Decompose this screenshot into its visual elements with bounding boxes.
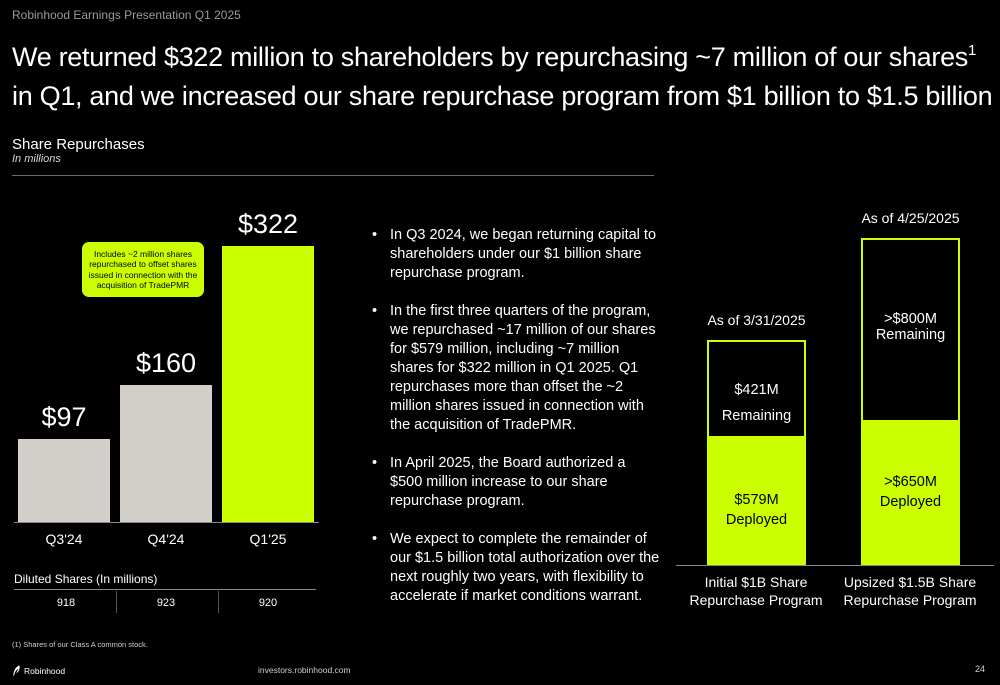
remaining-label [841, 311, 980, 343]
diluted-shares-rule [14, 589, 316, 590]
headline-part2: in Q1, and we increased our share repurchase program from $1 billion to $1.5 billion [12, 81, 993, 111]
footnote-marker: 1 [967, 42, 977, 59]
bullet-item: • We expect to complete the remainder of our $1.5 billion total authorization over the next roughly two years, with flexibility to accelerate if market conditions warrant. [372, 531, 660, 604]
x-tick-label: Q4'24 [147, 531, 185, 547]
repurchase-bar [18, 439, 110, 522]
feather-icon [12, 665, 21, 676]
diluted-shares-q3: 918 [56, 597, 76, 609]
remaining-label [687, 377, 826, 429]
remaining-amount: $421M [734, 382, 779, 399]
presentation-label: Robinhood Earnings Presentation Q1 2025 [12, 8, 241, 22]
bullet-item: • In the first three quarters of the program, we repurchased ~17 million of our shares for $579 million, including ~7 million shares for $322 million in Q1 2025. Q1 repurchases more than offset the ~2 million shares issued in connection with the acquisition of TradePMR. [372, 303, 656, 433]
bullet-item: • In Q3 2024, we began returning capital to shareholders under our $1 billion share repurchase program. [372, 227, 657, 281]
logo-text: Robinhood [24, 665, 66, 676]
section-divider [12, 175, 654, 176]
deployed-amount: $579M [734, 491, 779, 508]
as-of-date-label: As of 3/31/2025 [707, 311, 806, 328]
investor-url: investors.robinhood.com [258, 665, 351, 675]
diluted-shares-q1: 920 [258, 597, 278, 609]
deployed-amount: >$650M [884, 473, 937, 490]
section-subtitle: In millions [12, 153, 61, 165]
deployed-label [687, 490, 826, 530]
bullet-list [370, 226, 660, 625]
as-of-date-label: As of 4/25/2025 [861, 210, 960, 227]
tradepmr-callout: Includes ~2 million shares repurchased to offset shares issued in connection with the acquisition of TradePMR [82, 242, 204, 297]
page-number: 24 [975, 664, 986, 674]
right-chart-axis [676, 565, 994, 566]
x-tick-label: Q3'24 [45, 531, 83, 547]
bar-value-label: $322 [237, 209, 299, 239]
bar-value-label: $97 [41, 401, 87, 432]
deployed-word: Deployed [879, 493, 942, 510]
repurchase-bar [120, 385, 212, 522]
footnote: (1) Shares of our Class A common stock. [12, 640, 148, 649]
page-headline [12, 40, 997, 114]
left-chart-axis [14, 522, 319, 523]
robinhood-logo [12, 665, 65, 676]
deployed-word: Deployed [725, 511, 788, 528]
diluted-shares-q4: 923 [156, 597, 176, 609]
initial-program-label: Initial $1B Share Repurchase Program [689, 574, 823, 608]
remaining-word: Remaining [721, 408, 792, 425]
bullet-item: • In April 2025, the Board authorized a $500 million increase to our share repurchase program. [372, 455, 626, 509]
remaining-amount: >$800M [884, 311, 937, 328]
upsized-program-label: Upsized $1.5B Share Repurchase Program [843, 574, 977, 608]
section-title: Share Repurchases [12, 136, 145, 153]
repurchase-bar [222, 246, 314, 522]
bar-value-label: $160 [135, 347, 197, 378]
remaining-word: Remaining [875, 327, 946, 344]
headline-part1: We returned $322 million to shareholders by repurchasing ~7 million of our shares [12, 42, 968, 72]
x-tick-label: Q1'25 [249, 531, 287, 547]
diluted-shares-title: Diluted Shares (In millions) [14, 572, 158, 586]
deployed-label [841, 472, 980, 512]
